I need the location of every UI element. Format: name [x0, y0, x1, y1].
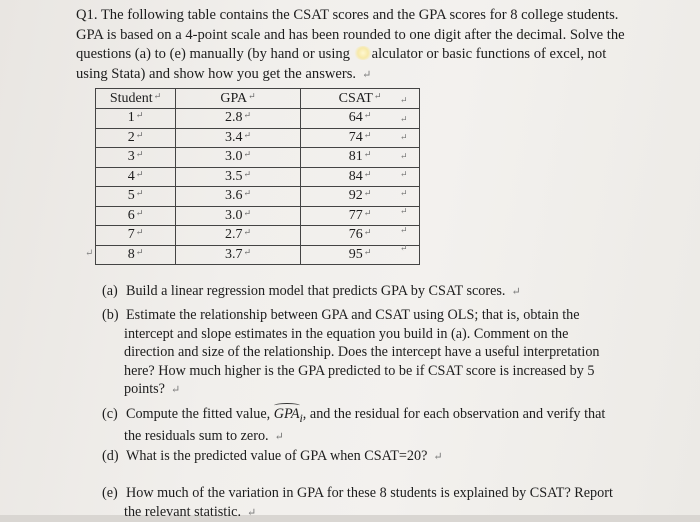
cell-gpa: 3.0↵	[176, 148, 301, 168]
cell-student: 3↵	[96, 148, 176, 168]
cell-student: 5↵	[96, 187, 176, 207]
cell-gpa: 3.0↵	[176, 206, 301, 226]
cell-mark-icon: ↵	[153, 90, 162, 101]
intro-line-3a: questions (a) to (e) manually (by hand or using	[76, 46, 354, 62]
question-c-label: (c)	[102, 406, 118, 422]
question-b-line-1: Estimate the relationship between GPA and CSAT using OLS; that is, obtain the	[126, 307, 580, 323]
row-end-marks	[400, 95, 408, 262]
question-intro	[76, 6, 646, 85]
cell-student: 7↵	[96, 226, 176, 246]
question-c	[102, 405, 622, 447]
question-b-line-5: points?	[124, 381, 165, 398]
question-e-label: (e)	[102, 485, 118, 501]
cell-csat: 76↵	[301, 226, 420, 246]
cell-gpa: 3.6↵	[176, 187, 301, 207]
cell-student: 8↵	[96, 245, 176, 265]
cell-gpa: 2.8↵	[176, 109, 301, 129]
question-b-line-2: intercept and slope estimates in the equation you build in (a). Comment on the	[124, 325, 569, 342]
cell-csat: 64↵	[301, 109, 420, 129]
cell-mark-icon: ↵	[248, 90, 256, 101]
table-row	[96, 187, 420, 207]
cell-gpa: 3.7↵	[176, 245, 301, 265]
question-c-line-2: the residuals sum to zero.	[124, 428, 269, 445]
cell-gpa: 2.7↵	[176, 226, 301, 246]
table-header-row	[96, 89, 420, 109]
table-row	[96, 245, 420, 265]
cell-csat: 77↵	[301, 206, 420, 226]
intro-line-3b: alculator or basic functions of excel, not	[371, 46, 607, 62]
question-b	[102, 306, 612, 400]
return-mark-icon: ↵	[247, 506, 257, 519]
row-end-mark-icon: ↵	[400, 206, 408, 216]
question-e-line-2: the relevant statistic.	[124, 503, 242, 520]
row-end-mark-icon: ↵	[400, 187, 408, 198]
question-a	[102, 282, 662, 302]
row-end-mark-icon: ↵	[400, 243, 408, 253]
question-d	[102, 447, 622, 467]
row-end-mark-icon: ↵	[400, 132, 408, 142]
cell-csat: 74↵	[301, 128, 420, 148]
row-end-mark-icon: ↵	[400, 169, 408, 179]
question-c-line-1b: , and the residual for each observation and verify that	[302, 406, 606, 422]
row-end-mark-icon: ↵	[400, 150, 408, 161]
glare-spot	[354, 46, 372, 60]
table-row	[96, 167, 420, 187]
return-mark-icon: ↵	[433, 451, 443, 463]
question-d-text: What is the predicted value of GPA when CSAT=20?	[126, 448, 428, 464]
paragraph-mark-icon: ↵	[85, 248, 94, 259]
row-end-mark-icon: ↵	[400, 95, 408, 105]
data-table	[95, 88, 420, 265]
cell-gpa: 3.5↵	[176, 167, 301, 187]
question-b-label: (b)	[102, 307, 119, 323]
gpa-hat-subscript: i	[299, 410, 303, 425]
table-row	[96, 226, 420, 246]
table-row	[96, 148, 420, 168]
intro-line-4-text: using Stata) and show how you get the answers.	[76, 65, 357, 82]
return-mark-icon: ↵	[511, 286, 521, 298]
intro-line-1: Q1. The following table contains the CSAT scores and the GPA scores for 8 college students.	[76, 7, 619, 23]
intro-line-3	[76, 45, 646, 65]
cell-csat: 95↵	[301, 245, 420, 265]
question-b-line-4: here? How much higher is the GPA predicted to be if CSAT score is increased by 5	[124, 362, 595, 379]
gpa-hat-symbol: GPA	[273, 406, 300, 422]
intro-line-2: GPA is based on a 4-point scale and has been rounded to one digit after the decimal. Solve the	[76, 26, 625, 43]
cell-gpa: 3.4↵	[176, 128, 301, 148]
return-mark-icon: ↵	[362, 68, 372, 81]
row-end-mark-icon: ↵	[400, 113, 408, 124]
return-mark-icon: ↵	[274, 431, 284, 444]
row-end-mark-icon: ↵	[400, 224, 408, 235]
intro-line-4	[76, 65, 646, 86]
table-row	[96, 128, 420, 148]
question-c-line-1a: Compute the fitted value,	[126, 406, 274, 422]
header-student: Student↵	[96, 89, 176, 109]
cell-csat: 92↵	[301, 187, 420, 207]
question-a-text: Build a linear regression model that predicts GPA by CSAT scores.	[126, 283, 506, 299]
cell-csat: 81↵	[301, 148, 420, 168]
cell-csat: 84↵	[301, 167, 420, 187]
cell-student: 6↵	[96, 206, 176, 226]
cell-student: 4↵	[96, 167, 176, 187]
table-row	[96, 206, 420, 226]
return-mark-icon: ↵	[170, 384, 181, 397]
cell-mark-icon: ↵	[373, 90, 382, 101]
header-csat: CSAT↵	[301, 89, 420, 109]
question-e-line-1: How much of the variation in GPA for these 8 students is explained by CSAT? Report	[126, 485, 613, 501]
cell-student: 1↵	[96, 109, 176, 129]
question-d-label: (d)	[102, 448, 119, 464]
cell-student: 2↵	[96, 128, 176, 148]
table-row	[96, 109, 420, 129]
question-e	[102, 484, 622, 522]
question-b-line-3: direction and size of the relationship. Does the intercept have a useful interpretation	[124, 344, 600, 361]
question-a-label: (a)	[102, 283, 118, 299]
header-gpa: GPA↵	[176, 89, 301, 109]
